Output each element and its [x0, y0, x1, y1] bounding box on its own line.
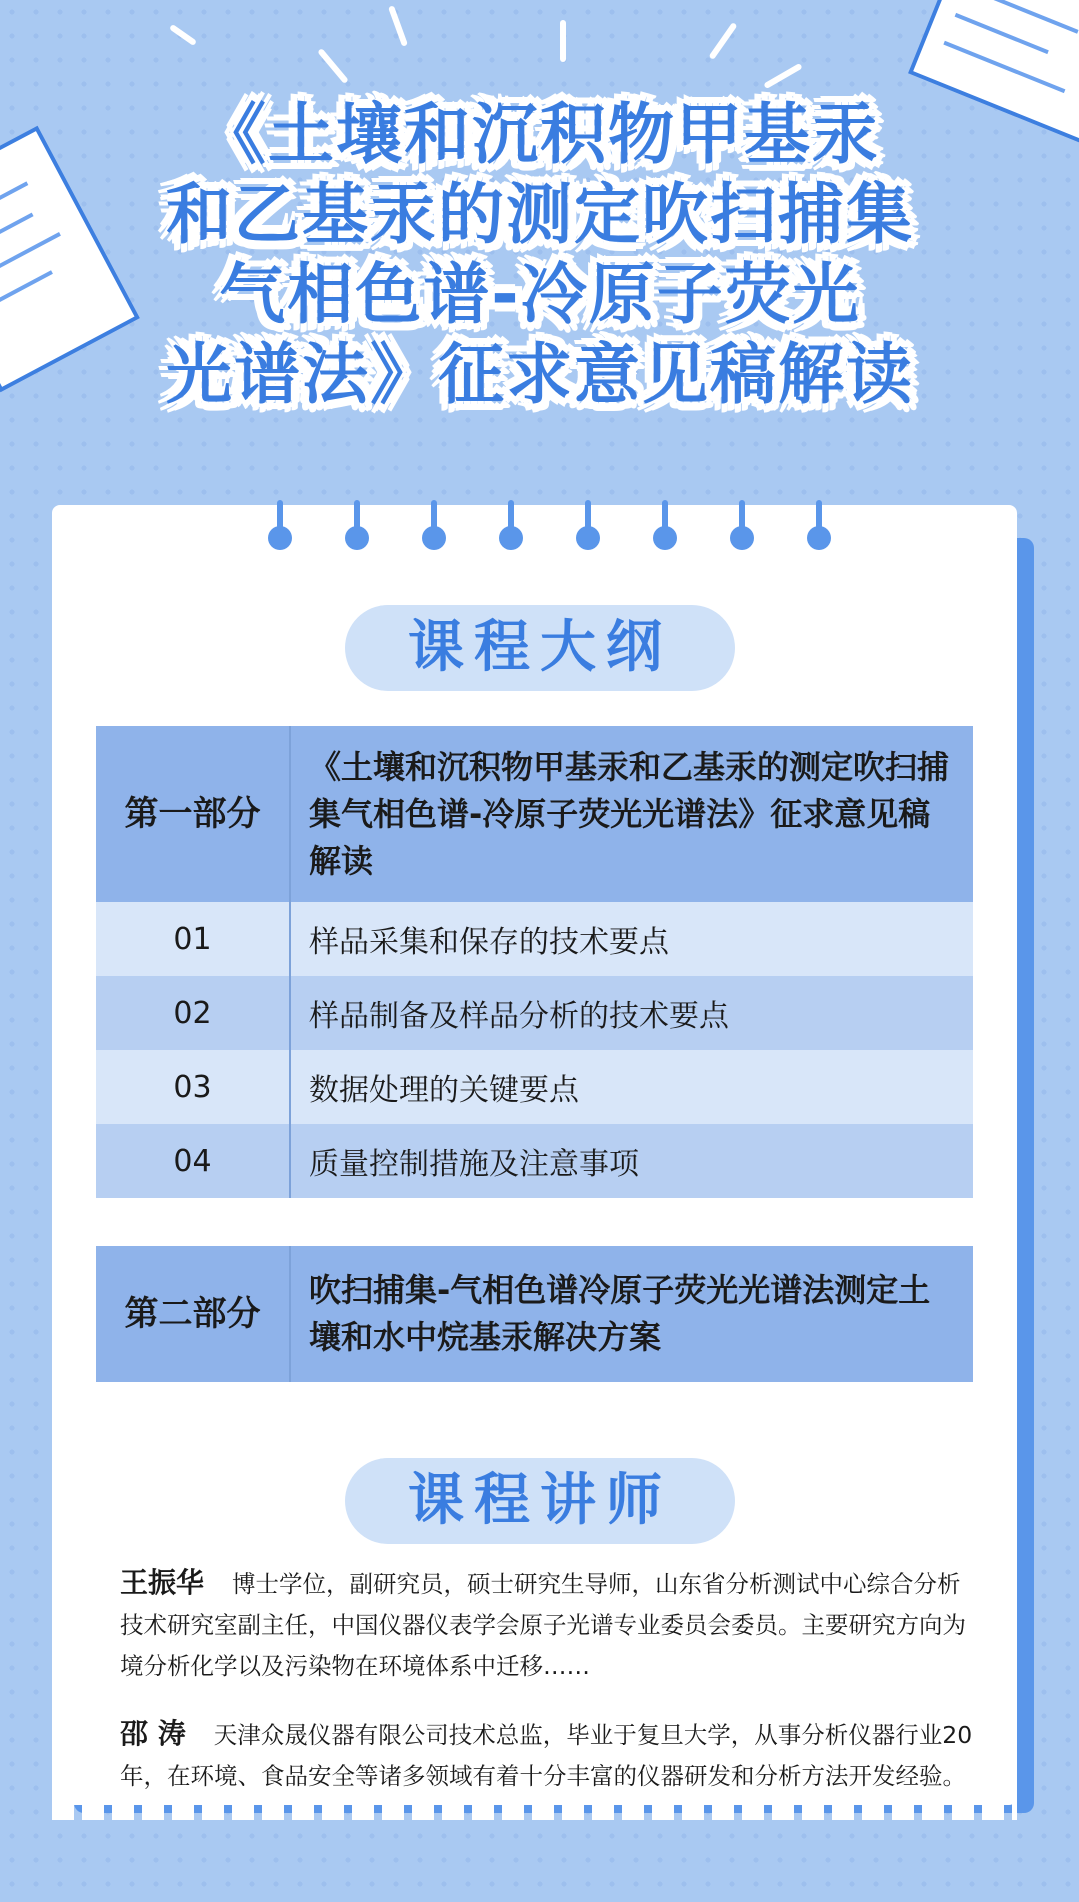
item-text: 样品制备及样品分析的技术要点: [290, 976, 973, 1050]
item-number: 04: [96, 1124, 290, 1198]
lecturer-name: 王振华: [120, 1566, 205, 1599]
item-number: 03: [96, 1050, 290, 1124]
title-line: 和乙基汞的测定吹扫捕集: [166, 176, 914, 253]
binder-ring-icon: [576, 526, 600, 550]
table-row: [96, 726, 973, 902]
lecturer-entry: [120, 1562, 980, 1687]
title-line: 气相色谱-冷原子荧光: [219, 256, 861, 333]
item-number: 01: [96, 902, 290, 976]
lecturer-name: 邵 涛: [120, 1717, 186, 1750]
binder-ring-icon: [345, 526, 369, 550]
title-line: 《土壤和沉积物甲基汞: [200, 96, 880, 173]
lecturer-entry: [120, 1713, 980, 1797]
binder-ring-icon: [653, 526, 677, 550]
table-row: [96, 902, 973, 976]
page-title: [40, 95, 1040, 415]
item-text: 数据处理的关键要点: [290, 1050, 973, 1124]
lecturer-bio: 博士学位，副研究员，硕士研究生导师，山东省分析测试中心综合分析技术研究室副主任，中国仪器仪表学会原子光谱专业委员会委员。主要研究方向为境分析化学以及污染物在环境体系中迁移……: [120, 1570, 966, 1680]
part1-label: 第一部分: [96, 726, 290, 902]
lecturers-heading: 课程讲师: [345, 1458, 735, 1544]
table-row: [96, 1050, 973, 1124]
table-row: [96, 1246, 973, 1382]
part1-title: 《土壤和沉积物甲基汞和乙基汞的测定吹扫捕集气相色谱-冷原子荧光光谱法》征求意见稿解读: [290, 726, 973, 902]
binder-ring-icon: [499, 526, 523, 550]
item-text: 样品采集和保存的技术要点: [290, 902, 973, 976]
item-number: 02: [96, 976, 290, 1050]
table-row: [96, 976, 973, 1050]
binder-ring-icon: [268, 526, 292, 550]
binder-ring-icon: [807, 526, 831, 550]
table-row: [96, 1124, 973, 1198]
outline-table-part2: [96, 1246, 973, 1382]
part2-label: 第二部分: [96, 1246, 290, 1382]
outline-table-part1: [96, 726, 973, 1198]
outline-heading: 课程大纲: [345, 605, 735, 691]
part2-title: 吹扫捕集-气相色谱冷原子荧光光谱法测定土壤和水中烷基汞解决方案: [290, 1246, 973, 1382]
title-line: 光谱法》征求意见稿解读: [166, 336, 914, 413]
binder-ring-icon: [422, 526, 446, 550]
lecturer-bio: 天津众晟仪器有限公司技术总监，毕业于复旦大学，从事分析仪器行业20年，在环境、食品安全等诸多领域有着十分丰富的仪器研发和分析方法开发经验。: [120, 1721, 973, 1790]
item-text: 质量控制措施及注意事项: [290, 1124, 973, 1198]
binder-ring-icon: [730, 526, 754, 550]
